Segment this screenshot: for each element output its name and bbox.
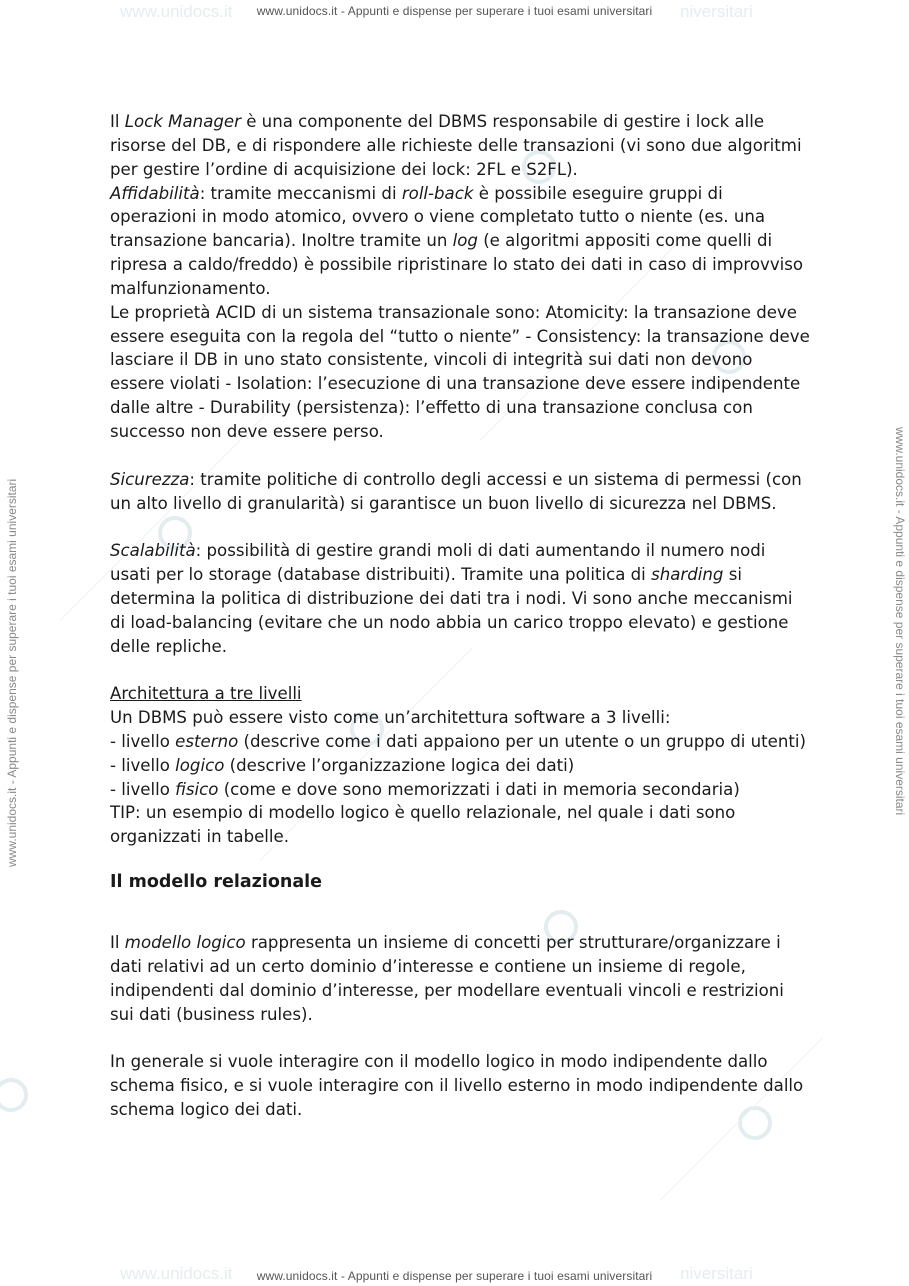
term-fisico: fisico: [175, 779, 219, 799]
tip-paragraph: TIP: un esempio di modello logico è quello relazionale, nel quale i dati sono organizzati in tabelle.: [110, 803, 736, 847]
text-run: - livello: [110, 731, 176, 751]
text-run: è possibile eseguire gruppi di operazioni in modo atomico, ovvero o viene completato tutto o niente (es. una transazione bancaria). Inoltre tramite un: [110, 183, 766, 251]
term-modello-logico: modello logico: [124, 933, 246, 952]
spacer: [110, 444, 810, 468]
term-roll-back: roll-back: [401, 183, 474, 203]
term-affidabilita: Affidabilità: [110, 183, 200, 203]
subheading-architettura: Architettura a tre livelli: [110, 684, 302, 704]
term-sicurezza: Sicurezza: [110, 469, 190, 489]
paragraph-scalabilita: [110, 539, 810, 658]
watermark-faint-top: www.unidocs.it: [120, 2, 233, 21]
term-log: log: [452, 231, 478, 251]
text-run: (come e dove sono memorizzati i dati in memoria secondaria): [218, 779, 740, 799]
watermark-header: www.unidocs.it - Appunti e dispense per superare i tuoi esami universitari: [256, 4, 653, 18]
text-run: (descrive l’organizzazione logica dei dati): [224, 755, 575, 775]
document-body: [110, 110, 810, 1122]
spacer: [110, 895, 810, 931]
term-sharding: sharding: [651, 565, 724, 585]
term-scalabilita: Scalabilità: [110, 541, 196, 561]
text-run: - livello: [110, 755, 176, 775]
spacer: [110, 515, 810, 539]
paragraph-acid: Le proprietà ACID di un sistema transazionale sono: Atomicity: la transazione deve essere eseguita con la regola del “tutto o niente” - Consistency: la transazione deve lasciare il DB in uno stato consistente, vincoli di integrità sui dati non devono essere violati - Isolation: l’esecuzione di una transazione deve essere indipendente dalle altre - Durability (persistenza): l’effetto di una transazione conclusa con successo non deve essere perso.: [110, 302, 810, 441]
watermark-side-left: www.unidocs.it - Appunti e dispense per superare i tuoi esami universitari: [5, 478, 19, 867]
watermark-side-right: www.unidocs.it - Appunti e dispense per superare i tuoi esami universitari: [893, 427, 907, 816]
text-run: si determina la politica di distribuzione dei dati tra i nodi. Vi sono anche meccanismi di load-balancing (evitare che un nodo abbia un carico troppo elevato) e gestione delle repliche.: [110, 565, 793, 656]
list-item-fisico: [110, 778, 810, 802]
paragraph-modello-logico: [110, 931, 810, 1026]
text-run: è una componente del DBMS responsabile di gestire i lock alle risorse del DB, e di rispondere alle richieste delle transazioni (vi sono due algoritmi per gestire l’ordine di acquisizione dei lock: 2FL e S2FL).: [110, 112, 802, 179]
text-run: rappresenta un insieme di concetti per strutturare/organizzare i dati relativi ad un certo dominio d’interesse e contiene un insieme di regole, indipendenti dal dominio d’interesse, per modellare eventuali vincoli e restrizioni sui dati (business rules).: [110, 933, 784, 1024]
spacer: [110, 849, 810, 871]
architettura-intro: Un DBMS può essere visto come un’architettura software a 3 livelli:: [110, 708, 671, 728]
unidocs-logo-icon: [0, 1078, 28, 1112]
text-run: Il: [110, 112, 125, 131]
spacer: [110, 1026, 810, 1050]
watermark-faint-bottom-right: niversitari: [680, 1264, 753, 1283]
text-run: : tramite politiche di controllo degli accessi e un sistema di permessi (con un alto livello di granularità) si garantisce un buon livello di sicurezza nel DBMS.: [110, 469, 802, 513]
paragraph-indipendenza: In generale si vuole interagire con il modello logico in modo indipendente dallo schema fisico, e si vuole interagire con il livello esterno in modo indipendente dallo schema logico dei dati.: [110, 1052, 804, 1119]
text-run: : possibilità di gestire grandi moli di dati aumentando il numero nodi usati per lo storage (database distribuiti). Tramite una politica di: [110, 541, 766, 585]
watermark-footer: www.unidocs.it - Appunti e dispense per superare i tuoi esami universitari: [256, 1269, 653, 1283]
term-logico: logico: [175, 755, 225, 775]
paragraph-sicurezza: [110, 468, 810, 516]
watermark-faint-top-right: niversitari: [680, 2, 753, 21]
text-run: : tramite meccanismi di: [199, 183, 402, 203]
spacer: [110, 658, 810, 682]
term-lock-manager: Lock Manager: [124, 112, 241, 131]
paragraph-lock-manager: [110, 110, 810, 182]
text-run: Il: [110, 933, 125, 952]
text-run: (e algoritmi appositi come quelli di ripresa a caldo/freddo) è possibile ripristinare lo stato dei dati in caso di improvviso malfunzionamento.: [110, 231, 804, 298]
list-item-esterno: [110, 730, 810, 754]
text-run: - livello: [110, 779, 176, 799]
section-heading: Il modello relazionale: [110, 872, 323, 893]
watermark-faint-bottom: www.unidocs.it: [120, 1264, 233, 1283]
list-item-logico: [110, 754, 810, 778]
term-esterno: esterno: [175, 731, 239, 751]
paragraph-affidabilita: [110, 182, 810, 301]
text-run: (descrive come i dati appaiono per un utente o un gruppo di utenti): [238, 731, 806, 751]
